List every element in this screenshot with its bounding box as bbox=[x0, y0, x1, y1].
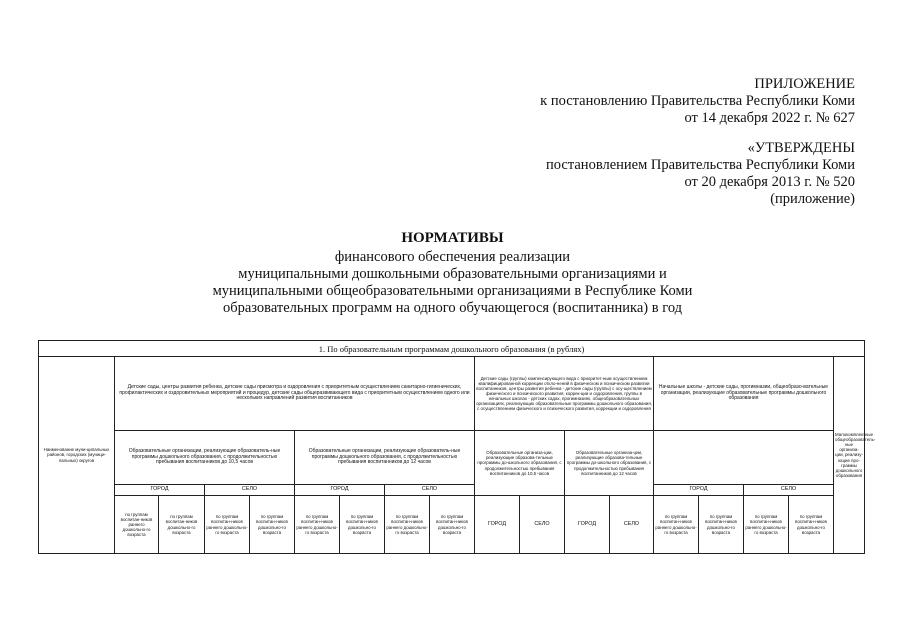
table-section-title: 1. По образовательным программам дошкольного образования (в рублях) bbox=[39, 341, 865, 357]
group-header-kindergartens: Детские сады, центры развития ребенка, детские сады присмотра и оздоровления с приоритетным осуществлением санитарно-гигиенических, профилактических и оздоровительных мероприятий и процедур, детские сады общеразвивающего вида с приоритетным осуществлением одного или нескольких направлений развития воспитанников bbox=[115, 357, 475, 431]
title-line-1: финансового обеспечения реализации bbox=[334, 249, 571, 265]
appendix-block bbox=[540, 76, 855, 127]
title-line-4: образовательных программ на одного обучающегося (воспитанника) в год bbox=[222, 300, 683, 316]
compensating-12-hours: Образовательные организа-ции, реализующие образова-тельные программы до-школьного образования, с продолжительностью пребывания воспитанников до 12 часов bbox=[565, 431, 654, 496]
age-early-cell: по группам воспитан-ников раннего дошкольно-го возраста bbox=[115, 496, 159, 554]
age-preschool-cell: по группам воспитан-ников дошкольно-го возраста bbox=[159, 496, 205, 554]
group-header-compensating: Детские сады (группы) компенсирующего вида с приоритет-ным осуществлением квалифицированной коррекции откло-нений в физическом и психическом развитии воспитанников, центры развития ребенка - детские сады (группы) с осу-ществлением физического и психического развития, коррек-ции и оздоровления, группы в начальных школах - детских садах, прогимназиях, общеобразовательных организациях, реализующих образовательные программы дошкольного образования, с осуществлением физического и психического развития, коррекции и оздоровления bbox=[475, 357, 654, 431]
age-preschool-cell: по группам воспитан-ников дошкольно-го возраста bbox=[340, 496, 385, 554]
zone-village: СЕЛО bbox=[205, 485, 295, 496]
zone-city: ГОРОД bbox=[565, 496, 610, 554]
approved-resolution: постановлением Правительства Республики Коми bbox=[546, 157, 855, 173]
zone-city: ГОРОД bbox=[115, 485, 205, 496]
primary-schools-blank bbox=[654, 431, 834, 485]
zone-village: СЕЛО bbox=[385, 485, 475, 496]
zone-village: СЕЛО bbox=[520, 496, 565, 554]
appendix-date: от 14 декабря 2022 г. № 627 bbox=[684, 110, 855, 126]
age-early-cell: по группам воспитан-ников раннего дошкольно-го возраста bbox=[295, 496, 340, 554]
approved-block bbox=[546, 140, 855, 208]
zone-village: СЕЛО bbox=[744, 485, 834, 496]
appendix-label: ПРИЛОЖЕНИЕ bbox=[754, 76, 855, 92]
zone-city: ГОРОД bbox=[475, 496, 520, 554]
normatives-table bbox=[38, 340, 876, 554]
age-early-cell: по группам воспитан-ников раннего дошкольно-го возраста bbox=[205, 496, 250, 554]
subgroup-12-hours: Образовательные организации, реализующие образователь-ные программы дошкольного образования, с продолжительностью пребывания воспитанников до 12 часов bbox=[295, 431, 475, 485]
approved-date: от 20 декабря 2013 г. № 520 bbox=[684, 174, 855, 190]
age-preschool-cell: по группам воспитан-ников дошкольно-го возраста bbox=[699, 496, 744, 554]
document-title bbox=[0, 230, 905, 317]
zone-city: ГОРОД bbox=[654, 485, 744, 496]
age-preschool-cell: по группам воспитан-ников дошкольно-го возраста bbox=[789, 496, 834, 554]
approved-label: «УТВЕРЖДЕНЫ bbox=[747, 140, 855, 156]
age-preschool-cell: по группам воспитан-ников дошкольно-го возраста bbox=[430, 496, 475, 554]
municipality-column-header: Наименование муни-ципальных районов, городских (муници-пальных) округов bbox=[39, 357, 115, 554]
zone-city: ГОРОД bbox=[295, 485, 385, 496]
age-early-cell: по группам воспитан-ников раннего дошкольно-го возраста bbox=[744, 496, 789, 554]
zone-village: СЕЛО bbox=[610, 496, 654, 554]
appendix-resolution: к постановлению Правительства Республики Коми bbox=[540, 93, 855, 109]
title-line-3: муниципальными общеобразовательными организациями в Республике Коми bbox=[212, 283, 693, 299]
approved-note: (приложение) bbox=[770, 191, 855, 207]
age-preschool-cell: по группам воспитан-ников дошкольно-го возраста bbox=[250, 496, 295, 554]
subgroup-10-5-hours: Образовательные организации, реализующие образователь-ные программы дошкольного образования, с продолжительностью пребывания воспитанников до 10,5 часов bbox=[115, 431, 295, 485]
small-schools-column-header: Малокомплектные общеобразователь-ные организа-ции, реализу-ющие про-граммы дошкольного образования bbox=[834, 357, 865, 554]
group-header-primary-schools: Начальные школы - детские сады, прогимназии, общеобразо-вательные организации, реализующие образовательные программы дошкольного образования bbox=[654, 357, 834, 431]
age-early-cell: по группам воспитан-ников раннего дошкольно-го возраста bbox=[654, 496, 699, 554]
age-early-cell: по группам воспитан-ников раннего дошкольно-го возраста bbox=[385, 496, 430, 554]
title-line-2: муниципальными дошкольными образовательными организациями и bbox=[238, 266, 667, 282]
compensating-10-5-hours: Образовательные организа-ции, реализующие образова-тельные программы до-школьного образования, с продолжительностью пребывания воспитанников до 10,5 часов bbox=[475, 431, 565, 496]
title-heading: НОРМАТИВЫ bbox=[401, 230, 504, 246]
